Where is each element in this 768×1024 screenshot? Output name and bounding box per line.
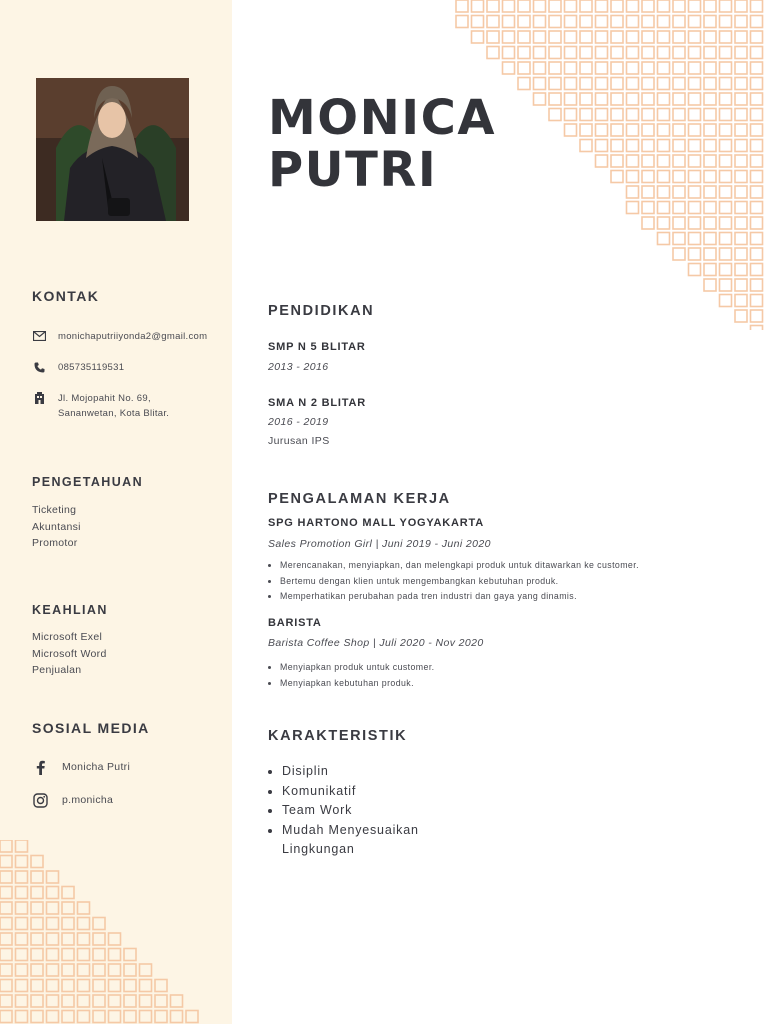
address-text: Jl. Mojopahit No. 69, Sananwetan, Kota Blitar. <box>58 393 170 419</box>
contact-email[interactable] <box>32 329 207 344</box>
facebook-text: Monicha Putri <box>62 761 131 773</box>
skill-item: Microsoft Exel <box>32 631 103 643</box>
knowledge-item: Promotor <box>32 537 78 549</box>
education-school: SMA N 2 BLITAR <box>268 397 366 409</box>
duty-item: • Bertemu dengan klien untuk mengembangkan kebutuhan produk. <box>280 574 639 590</box>
skills-list <box>32 629 107 679</box>
skill-item: Penjualan <box>32 664 82 676</box>
contact-address <box>32 391 212 421</box>
skill-item: Microsoft Word <box>32 647 107 660</box>
trait-item: • Disiplin <box>282 762 482 782</box>
traits-title: KARAKTERISTIK <box>268 728 408 744</box>
education-years: 2016 - 2019 <box>268 416 329 428</box>
skills-title: KEAHLIAN <box>32 603 108 617</box>
education-school: SMP N 5 BLITAR <box>268 341 366 353</box>
job-role: Sales Promotion Girl | Juni 2019 - Juni 2020 <box>268 538 491 550</box>
education-title: PENDIDIKAN <box>268 303 375 319</box>
phone-icon <box>32 360 46 374</box>
job-company: BARISTA <box>268 617 322 629</box>
instagram-icon <box>32 792 48 808</box>
knowledge-list <box>32 502 81 552</box>
contact-phone[interactable] <box>32 360 124 375</box>
facebook-icon <box>32 759 48 775</box>
duty-item: • Menyiapkan kebutuhan produk. <box>280 676 435 692</box>
first-name: MONICA <box>268 90 496 146</box>
job-duties <box>268 660 435 691</box>
full-name <box>268 92 496 196</box>
trait-item: • Team Work <box>282 801 482 821</box>
job-role: Barista Coffee Shop | Juli 2020 - Nov 2020 <box>268 637 484 649</box>
building-icon <box>32 391 46 405</box>
profile-photo <box>36 78 189 221</box>
job-duties <box>268 558 639 605</box>
email-text: monichaputriiyonda2@gmail.com <box>58 331 208 342</box>
contact-title: KONTAK <box>32 288 100 304</box>
social-title: SOSIAL MEDIA <box>32 720 150 736</box>
phone-text: 085735119531 <box>58 362 125 373</box>
traits-list <box>268 762 482 860</box>
trait-item: • Komunikatif <box>282 782 482 802</box>
instagram-link[interactable] <box>32 792 113 808</box>
knowledge-item: Akuntansi <box>32 520 81 533</box>
education-years: 2013 - 2016 <box>268 361 329 373</box>
trait-item: • Mudah Menyesuaikan Lingkungan <box>282 821 482 860</box>
duty-item: • Memperhatikan perubahan pada tren industri dan gaya yang dinamis. <box>280 589 639 605</box>
decorative-grid-bottom <box>0 840 232 1024</box>
duty-item: • Merencanakan, menyiapkan, dan melengkapi produk untuk ditawarkan ke customer. <box>280 558 639 574</box>
experience-title: PENGALAMAN KERJA <box>268 491 451 507</box>
duty-item: • Menyiapkan produk untuk customer. <box>280 660 435 676</box>
sidebar <box>0 0 232 1024</box>
envelope-icon <box>32 329 46 343</box>
facebook-link[interactable] <box>32 759 130 775</box>
job-company: SPG HARTONO MALL YOGYAKARTA <box>268 517 484 529</box>
instagram-text: p.monicha <box>62 794 114 806</box>
knowledge-title: PENGETAHUAN <box>32 475 144 489</box>
knowledge-item: Ticketing <box>32 504 77 516</box>
education-major: Jurusan IPS <box>268 435 330 447</box>
last-name: PUTRI <box>268 142 438 198</box>
